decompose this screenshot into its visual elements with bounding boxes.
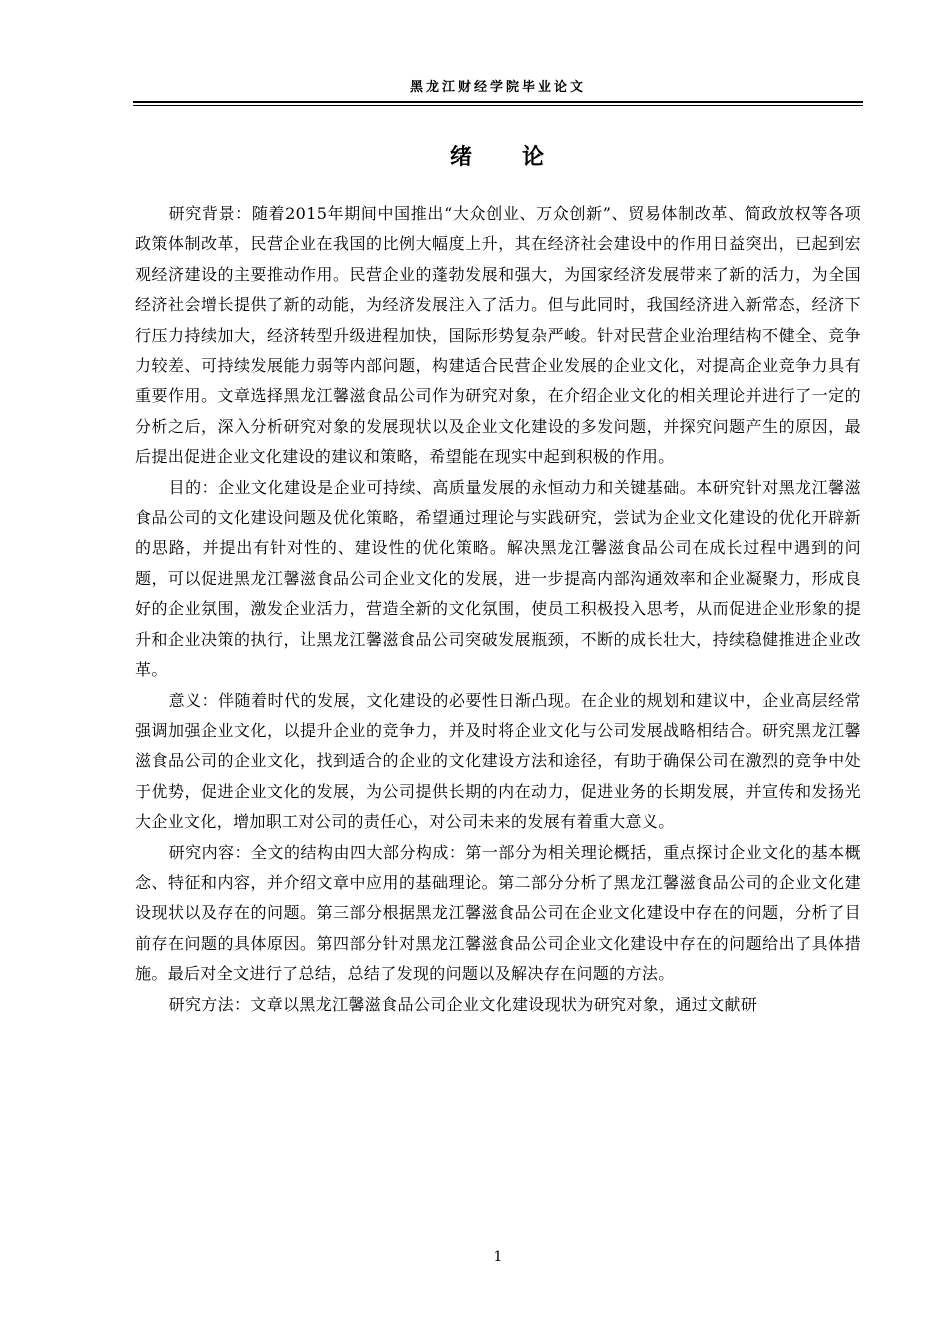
body-text xyxy=(135,199,861,1020)
header-rule-thin xyxy=(133,105,863,106)
chapter-title-char-2: 论 xyxy=(522,145,547,170)
running-header: 黑龙江财经学院毕业论文 xyxy=(409,80,586,95)
chapter-title xyxy=(133,140,863,176)
paragraph-significance: 意义：伴随着时代的发展，文化建设的必要性日渐凸现。在企业的规划和建议中，企业高层经常强调加强企业文化，以提升企业的竞争力，并及时将企业文化与公司发展战略相结合。研究黑龙江馨滋食品公司的企业文化，找到适合的企业的文化建设方法和途径，有助于确保公司在激烈的竞争中处于优势，促进企业文化的发展，为公司提供长期的内在动力，促进业务的长期发展，并宣传和发扬光大企业文化，增加职工对公司的责任心，对公司未来的发展有着重大意义。 xyxy=(135,690,861,832)
page-number: 1 xyxy=(493,1249,503,1265)
paragraph-purpose: 目的：企业文化建设是企业可持续、高质量发展的永恒动力和关键基础。本研究针对黑龙江馨滋食品公司的文化建设问题及优化策略，希望通过理论与实践研究，尝试为企业文化建设的优化开辟新的思路，并提出有针对性的、建设性的优化策略。解决黑龙江馨滋食品公司在成长过程中遇到的问题，可以促进黑龙江馨滋食品公司企业文化的发展，进一步提高内部沟通效率和企业凝聚力，形成良好的企业氛围，激发企业活力，营造全新的文化氛围，使员工积极投入思考，从而促进企业形象的提升和企业决策的执行，让黑龙江馨滋食品公司突破发展瓶颈，不断的成长壮大，持续稳健推进企业改革。 xyxy=(135,477,861,680)
paragraph-content: 研究内容：全文的结构由四大部分构成：第一部分为相关理论概括，重点探讨企业文化的基本概念、特征和内容，并介绍文章中应用的基础理论。第二部分分析了黑龙江馨滋食品公司的企业文化建设现状以及存在的问题。第三部分根据黑龙江馨滋食品公司在企业文化建设中存在的问题，分析了目前存在问题的具体原因。第四部分针对黑龙江馨滋食品公司企业文化建设中存在的问题给出了具体措施。最后对全文进行了总结，总结了发现的问题以及解决存在问题的方法。 xyxy=(135,842,861,984)
header-rule-thick xyxy=(133,101,863,103)
chapter-title-char-1: 绪 xyxy=(449,145,474,170)
paragraph-methods: 研究方法：文章以黑龙江馨滋食品公司企业文化建设现状为研究对象，通过文献研 xyxy=(168,994,758,1014)
paragraph-background: 研究背景：随着2015年期间中国推出“大众创业、万众创新”、贸易体制改革、简政放权等各项政策体制改革，民营企业在我国的比例大幅度上升，其在经济社会建设中的作用日益突出，已起到宏观经济建设的主要推动作用。民营企业的蓬勃发展和强大，为国家经济发展带来了新的活力，为全国经济社会增长提供了新的动能，为经济发展注入了活力。但与此同时，我国经济进入新常态，经济下行压力持续加大，经济转型升级进程加快，国际形势复杂严峻。针对民营企业治理结构不健全、竞争力较差、可持续发展能力弱等内部问题，构建适合民营企业发展的企业文化，对提高企业竞争力具有重要作用。文章选择黑龙江馨滋食品公司作为研究对象，在介绍企业文化的相关理论并进行了一定的分析之后，深入分析研究对象的发展现状以及企业文化建设的多发问题，并探究问题产生的原因，最后提出促进企业文化建设的建议和策略，希望能在现实中起到积极的作用。 xyxy=(135,204,861,467)
